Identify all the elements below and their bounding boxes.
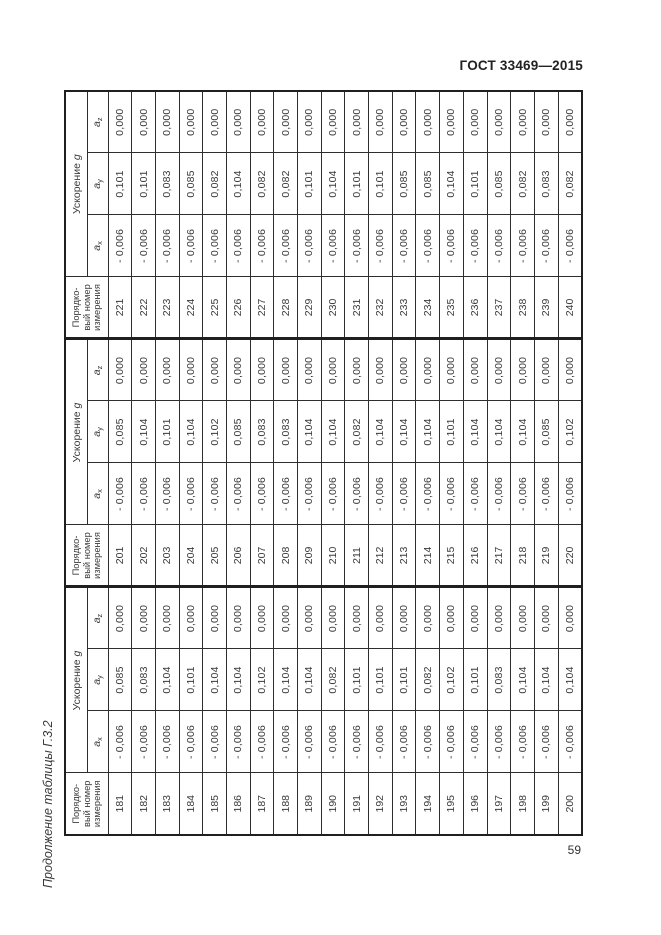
az-value-cell: 0,000 <box>321 587 345 649</box>
az-value-cell: 0,000 <box>203 587 227 649</box>
ax-value-cell: - 0,006 <box>179 711 203 773</box>
ax-value-cell: - 0,006 <box>416 215 440 277</box>
ay-value-cell: 0,085 <box>179 153 203 215</box>
ay-value-cell: 0,104 <box>132 401 156 463</box>
ax-value-cell: - 0,006 <box>416 463 440 525</box>
ax-value-cell: - 0,006 <box>440 711 464 773</box>
az-value-cell: 0,000 <box>298 587 322 649</box>
measurement-number-cell: 211 <box>345 525 369 587</box>
ax-value-cell: - 0,006 <box>298 463 322 525</box>
ay-value-cell: 0,085 <box>487 153 511 215</box>
measurement-number-cell: 222 <box>132 277 156 339</box>
header-ax: $a_x$ <box>88 711 109 773</box>
measurement-number-cell: 199 <box>534 773 558 835</box>
measurement-number-cell: 196 <box>463 773 487 835</box>
ax-value-cell: - 0,006 <box>558 215 582 277</box>
ax-value-cell: - 0,006 <box>132 215 156 277</box>
ax-value-cell: - 0,006 <box>250 463 274 525</box>
az-value-cell: 0,000 <box>274 91 298 153</box>
ay-value-cell: 0,101 <box>132 153 156 215</box>
header-ay: $a_y$ <box>88 401 109 463</box>
measurement-number-cell: 218 <box>511 525 535 587</box>
ax-value-cell: - 0,006 <box>463 215 487 277</box>
header-measurement-number: Порядко- вый номер измерения <box>65 277 108 339</box>
ay-value-cell: 0,083 <box>250 401 274 463</box>
measurement-number-cell: 230 <box>321 277 345 339</box>
ay-value-cell: 0,102 <box>250 649 274 711</box>
az-value-cell: 0,000 <box>250 339 274 401</box>
az-value-cell: 0,000 <box>416 339 440 401</box>
ay-value-cell: 0,104 <box>534 649 558 711</box>
measurement-number-cell: 213 <box>392 525 416 587</box>
header-az: $a_z$ <box>88 587 109 649</box>
ax-value-cell: - 0,006 <box>179 463 203 525</box>
ay-value-cell: 0,104 <box>321 153 345 215</box>
az-value-cell: 0,000 <box>345 587 369 649</box>
measurement-number-cell: 232 <box>369 277 393 339</box>
measurement-number-cell: 190 <box>321 773 345 835</box>
ay-value-cell: 0,101 <box>345 153 369 215</box>
az-value-cell: 0,000 <box>203 339 227 401</box>
az-value-cell: 0,000 <box>416 587 440 649</box>
az-value-cell: 0,000 <box>534 339 558 401</box>
ax-value-cell: - 0,006 <box>392 215 416 277</box>
az-value-cell: 0,000 <box>463 587 487 649</box>
ay-value-cell: 0,083 <box>156 153 180 215</box>
measurement-number-cell: 189 <box>298 773 322 835</box>
measurement-number-cell: 205 <box>203 525 227 587</box>
ax-value-cell: - 0,006 <box>463 463 487 525</box>
ax-value-cell: - 0,006 <box>274 711 298 773</box>
measurement-number-cell: 228 <box>274 277 298 339</box>
az-value-cell: 0,000 <box>132 339 156 401</box>
measurement-number-cell: 235 <box>440 277 464 339</box>
ay-value-cell: 0,101 <box>392 649 416 711</box>
az-value-cell: 0,000 <box>298 91 322 153</box>
az-value-cell: 0,000 <box>108 587 132 649</box>
ay-value-cell: 0,104 <box>227 153 251 215</box>
az-value-cell: 0,000 <box>511 91 535 153</box>
measurement-number-cell: 206 <box>227 525 251 587</box>
ax-value-cell: - 0,006 <box>298 711 322 773</box>
ay-value-cell: 0,083 <box>132 649 156 711</box>
ay-value-cell: 0,104 <box>487 401 511 463</box>
ax-value-cell: - 0,006 <box>274 215 298 277</box>
header-ay: $a_y$ <box>88 649 109 711</box>
ay-value-cell: 0,101 <box>156 401 180 463</box>
ax-value-cell: - 0,006 <box>321 711 345 773</box>
ay-value-cell: 0,082 <box>558 153 582 215</box>
az-value-cell: 0,000 <box>416 91 440 153</box>
ax-value-cell: - 0,006 <box>250 711 274 773</box>
az-value-cell: 0,000 <box>345 91 369 153</box>
measurement-number-cell: 238 <box>511 277 535 339</box>
az-value-cell: 0,000 <box>227 587 251 649</box>
az-value-cell: 0,000 <box>274 587 298 649</box>
ay-value-cell: 0,104 <box>179 401 203 463</box>
ax-value-cell: - 0,006 <box>369 711 393 773</box>
ay-value-cell: 0,104 <box>511 649 535 711</box>
ax-value-cell: - 0,006 <box>392 711 416 773</box>
ax-value-cell: - 0,006 <box>392 463 416 525</box>
az-value-cell: 0,000 <box>369 91 393 153</box>
az-value-cell: 0,000 <box>392 339 416 401</box>
measurement-number-cell: 182 <box>132 773 156 835</box>
ay-value-cell: 0,082 <box>511 153 535 215</box>
az-value-cell: 0,000 <box>558 587 582 649</box>
ay-value-cell: 0,082 <box>274 153 298 215</box>
measurement-number-cell: 204 <box>179 525 203 587</box>
az-value-cell: 0,000 <box>227 91 251 153</box>
ax-value-cell: - 0,006 <box>203 215 227 277</box>
measurement-number-cell: 223 <box>156 277 180 339</box>
ax-value-cell: - 0,006 <box>250 215 274 277</box>
ay-value-cell: 0,104 <box>274 649 298 711</box>
ax-value-cell: - 0,006 <box>511 711 535 773</box>
ay-value-cell: 0,104 <box>558 649 582 711</box>
ax-value-cell: - 0,006 <box>487 463 511 525</box>
header-acceleration-g: Ускорение g <box>65 339 88 525</box>
ay-value-cell: 0,082 <box>250 153 274 215</box>
measurement-number-cell: 236 <box>463 277 487 339</box>
page-number: 59 <box>567 843 581 857</box>
header-measurement-number: Порядко- вый номер измерения <box>65 773 108 835</box>
measurement-number-cell: 229 <box>298 277 322 339</box>
header-ax: $a_x$ <box>88 215 109 277</box>
header-ax: $a_x$ <box>88 463 109 525</box>
ay-value-cell: 0,082 <box>203 153 227 215</box>
ay-value-cell: 0,102 <box>203 401 227 463</box>
ay-value-cell: 0,101 <box>108 153 132 215</box>
az-value-cell: 0,000 <box>321 339 345 401</box>
az-value-cell: 0,000 <box>156 339 180 401</box>
measurement-number-cell: 191 <box>345 773 369 835</box>
az-value-cell: 0,000 <box>463 339 487 401</box>
measurement-number-cell: 212 <box>369 525 393 587</box>
az-value-cell: 0,000 <box>108 91 132 153</box>
ax-value-cell: - 0,006 <box>369 215 393 277</box>
measurement-number-cell: 186 <box>227 773 251 835</box>
ay-value-cell: 0,083 <box>274 401 298 463</box>
az-value-cell: 0,000 <box>534 91 558 153</box>
ay-value-cell: 0,104 <box>156 649 180 711</box>
az-value-cell: 0,000 <box>179 339 203 401</box>
measurement-table-container <box>64 90 583 836</box>
ax-value-cell: - 0,006 <box>534 463 558 525</box>
az-value-cell: 0,000 <box>179 91 203 153</box>
ax-value-cell: - 0,006 <box>156 711 180 773</box>
ay-value-cell: 0,101 <box>440 401 464 463</box>
ay-value-cell: 0,104 <box>369 401 393 463</box>
az-value-cell: 0,000 <box>179 587 203 649</box>
ay-value-cell: 0,101 <box>179 649 203 711</box>
ax-value-cell: - 0,006 <box>345 463 369 525</box>
measurement-number-cell: 202 <box>132 525 156 587</box>
standard-reference: ГОСТ 33469—2015 <box>459 58 583 73</box>
ax-value-cell: - 0,006 <box>345 711 369 773</box>
az-value-cell: 0,000 <box>463 91 487 153</box>
measurement-number-cell: 208 <box>274 525 298 587</box>
az-value-cell: 0,000 <box>250 587 274 649</box>
measurement-table <box>64 90 583 836</box>
az-value-cell: 0,000 <box>487 339 511 401</box>
ay-value-cell: 0,101 <box>298 153 322 215</box>
ay-value-cell: 0,104 <box>321 401 345 463</box>
measurement-number-cell: 220 <box>558 525 582 587</box>
measurement-number-cell: 231 <box>345 277 369 339</box>
ax-value-cell: - 0,006 <box>179 215 203 277</box>
ay-value-cell: 0,085 <box>108 649 132 711</box>
az-value-cell: 0,000 <box>487 91 511 153</box>
measurement-number-cell: 215 <box>440 525 464 587</box>
az-value-cell: 0,000 <box>132 91 156 153</box>
measurement-number-cell: 183 <box>156 773 180 835</box>
measurement-number-cell: 214 <box>416 525 440 587</box>
measurement-number-cell: 219 <box>534 525 558 587</box>
measurement-number-cell: 198 <box>511 773 535 835</box>
ax-value-cell: - 0,006 <box>108 463 132 525</box>
measurement-number-cell: 227 <box>250 277 274 339</box>
az-value-cell: 0,000 <box>132 587 156 649</box>
ax-value-cell: - 0,006 <box>227 215 251 277</box>
measurement-number-cell: 216 <box>463 525 487 587</box>
ay-value-cell: 0,104 <box>416 401 440 463</box>
ay-value-cell: 0,104 <box>440 153 464 215</box>
ay-value-cell: 0,083 <box>534 153 558 215</box>
ax-value-cell: - 0,006 <box>534 711 558 773</box>
ax-value-cell: - 0,006 <box>227 711 251 773</box>
header-az: $a_z$ <box>88 91 109 153</box>
ay-value-cell: 0,101 <box>345 649 369 711</box>
ay-value-cell: 0,101 <box>463 649 487 711</box>
az-value-cell: 0,000 <box>558 339 582 401</box>
az-value-cell: 0,000 <box>440 587 464 649</box>
ax-value-cell: - 0,006 <box>156 215 180 277</box>
ax-value-cell: - 0,006 <box>132 463 156 525</box>
ax-value-cell: - 0,006 <box>534 215 558 277</box>
measurement-number-cell: 188 <box>274 773 298 835</box>
measurement-number-cell: 233 <box>392 277 416 339</box>
ax-value-cell: - 0,006 <box>108 215 132 277</box>
measurement-number-cell: 237 <box>487 277 511 339</box>
ax-value-cell: - 0,006 <box>440 463 464 525</box>
ay-value-cell: 0,101 <box>369 649 393 711</box>
az-value-cell: 0,000 <box>558 91 582 153</box>
ay-value-cell: 0,104 <box>392 401 416 463</box>
measurement-number-cell: 185 <box>203 773 227 835</box>
az-value-cell: 0,000 <box>345 339 369 401</box>
ay-value-cell: 0,104 <box>227 649 251 711</box>
ax-value-cell: - 0,006 <box>321 463 345 525</box>
ay-value-cell: 0,104 <box>463 401 487 463</box>
az-value-cell: 0,000 <box>250 91 274 153</box>
az-value-cell: 0,000 <box>369 339 393 401</box>
table-caption: Продолжение таблицы Г.3.2 <box>41 720 55 888</box>
az-value-cell: 0,000 <box>440 339 464 401</box>
ax-value-cell: - 0,006 <box>108 711 132 773</box>
ax-value-cell: - 0,006 <box>487 215 511 277</box>
measurement-number-cell: 209 <box>298 525 322 587</box>
ax-value-cell: - 0,006 <box>440 215 464 277</box>
az-value-cell: 0,000 <box>487 587 511 649</box>
ax-value-cell: - 0,006 <box>487 711 511 773</box>
az-value-cell: 0,000 <box>392 587 416 649</box>
ax-value-cell: - 0,006 <box>321 215 345 277</box>
az-value-cell: 0,000 <box>227 339 251 401</box>
measurement-number-cell: 184 <box>179 773 203 835</box>
ay-value-cell: 0,085 <box>392 153 416 215</box>
ay-value-cell: 0,085 <box>227 401 251 463</box>
ax-value-cell: - 0,006 <box>558 463 582 525</box>
az-value-cell: 0,000 <box>392 91 416 153</box>
az-value-cell: 0,000 <box>156 587 180 649</box>
measurement-number-cell: 197 <box>487 773 511 835</box>
az-value-cell: 0,000 <box>369 587 393 649</box>
ax-value-cell: - 0,006 <box>203 711 227 773</box>
header-acceleration-g: Ускорение g <box>65 587 88 773</box>
header-az: $a_z$ <box>88 339 109 401</box>
header-acceleration-g: Ускорение g <box>65 91 88 277</box>
measurement-number-cell: 195 <box>440 773 464 835</box>
ax-value-cell: - 0,006 <box>203 463 227 525</box>
ax-value-cell: - 0,006 <box>274 463 298 525</box>
ay-value-cell: 0,104 <box>203 649 227 711</box>
ax-value-cell: - 0,006 <box>511 463 535 525</box>
ax-value-cell: - 0,006 <box>463 711 487 773</box>
measurement-number-cell: 234 <box>416 277 440 339</box>
az-value-cell: 0,000 <box>511 587 535 649</box>
measurement-number-cell: 194 <box>416 773 440 835</box>
ay-value-cell: 0,083 <box>487 649 511 711</box>
measurement-number-cell: 187 <box>250 773 274 835</box>
ay-value-cell: 0,082 <box>345 401 369 463</box>
ay-value-cell: 0,104 <box>298 401 322 463</box>
measurement-number-cell: 240 <box>558 277 582 339</box>
az-value-cell: 0,000 <box>440 91 464 153</box>
measurement-number-cell: 193 <box>392 773 416 835</box>
ay-value-cell: 0,082 <box>321 649 345 711</box>
az-value-cell: 0,000 <box>298 339 322 401</box>
measurement-number-cell: 203 <box>156 525 180 587</box>
ay-value-cell: 0,085 <box>108 401 132 463</box>
measurement-number-cell: 239 <box>534 277 558 339</box>
ax-value-cell: - 0,006 <box>227 463 251 525</box>
header-measurement-number: Порядко- вый номер измерения <box>65 525 108 587</box>
measurement-number-cell: 226 <box>227 277 251 339</box>
ax-value-cell: - 0,006 <box>369 463 393 525</box>
ay-value-cell: 0,085 <box>534 401 558 463</box>
ax-value-cell: - 0,006 <box>298 215 322 277</box>
measurement-number-cell: 201 <box>108 525 132 587</box>
az-value-cell: 0,000 <box>321 91 345 153</box>
measurement-number-cell: 210 <box>321 525 345 587</box>
ax-value-cell: - 0,006 <box>132 711 156 773</box>
az-value-cell: 0,000 <box>274 339 298 401</box>
ay-value-cell: 0,101 <box>463 153 487 215</box>
ay-value-cell: 0,102 <box>440 649 464 711</box>
az-value-cell: 0,000 <box>108 339 132 401</box>
measurement-number-cell: 221 <box>108 277 132 339</box>
ax-value-cell: - 0,006 <box>558 711 582 773</box>
ax-value-cell: - 0,006 <box>345 215 369 277</box>
ay-value-cell: 0,104 <box>511 401 535 463</box>
measurement-number-cell: 181 <box>108 773 132 835</box>
ax-value-cell: - 0,006 <box>511 215 535 277</box>
ax-value-cell: - 0,006 <box>416 711 440 773</box>
az-value-cell: 0,000 <box>156 91 180 153</box>
measurement-number-cell: 217 <box>487 525 511 587</box>
az-value-cell: 0,000 <box>203 91 227 153</box>
ay-value-cell: 0,102 <box>558 401 582 463</box>
header-ay: $a_y$ <box>88 153 109 215</box>
measurement-number-cell: 200 <box>558 773 582 835</box>
ay-value-cell: 0,085 <box>416 153 440 215</box>
ay-value-cell: 0,082 <box>416 649 440 711</box>
az-value-cell: 0,000 <box>511 339 535 401</box>
measurement-number-cell: 225 <box>203 277 227 339</box>
measurement-number-cell: 224 <box>179 277 203 339</box>
ay-value-cell: 0,101 <box>369 153 393 215</box>
measurement-number-cell: 192 <box>369 773 393 835</box>
measurement-number-cell: 207 <box>250 525 274 587</box>
ax-value-cell: - 0,006 <box>156 463 180 525</box>
ay-value-cell: 0,104 <box>298 649 322 711</box>
az-value-cell: 0,000 <box>534 587 558 649</box>
